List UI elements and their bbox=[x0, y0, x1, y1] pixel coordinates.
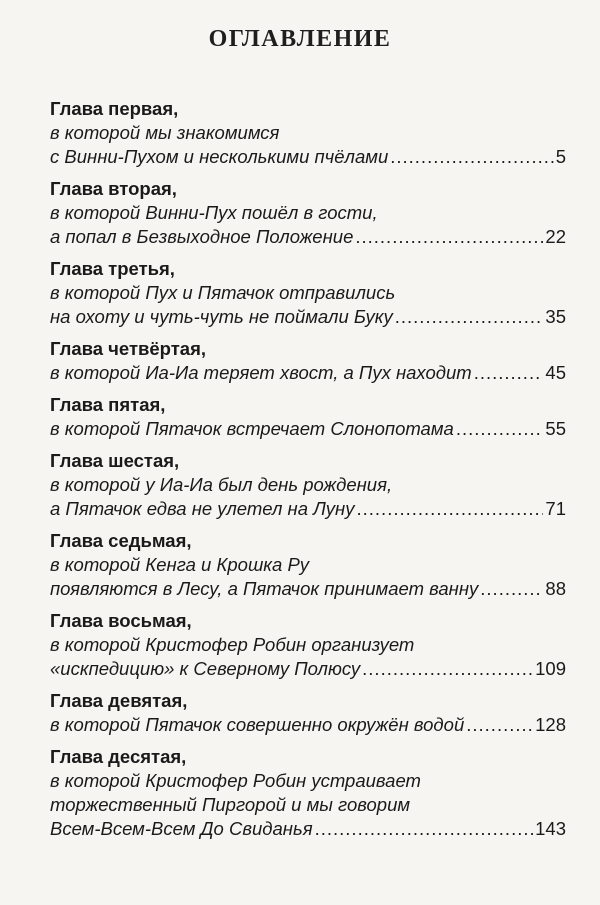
chapter-last-line bbox=[50, 417, 566, 441]
chapter-description-line: появляются в Лесу, а Пятачок принимает ванну bbox=[50, 578, 479, 599]
chapter-heading: Глава четвёртая, bbox=[50, 338, 207, 359]
dot-leader bbox=[466, 713, 533, 737]
dot-leader bbox=[362, 657, 533, 681]
table-of-contents bbox=[50, 97, 566, 849]
chapter-heading: Глава десятая, bbox=[50, 746, 187, 767]
chapter-last-line bbox=[50, 657, 566, 681]
chapter-description-line: в которой Пух и Пятачок отправились bbox=[50, 282, 396, 303]
toc-entry[interactable] bbox=[50, 609, 566, 681]
chapter-description-line: Всем-Всем-Всем До Свиданья bbox=[50, 818, 313, 839]
chapter-description-line: в которой Кристофер Робин организует bbox=[50, 634, 415, 655]
page-number: 71 bbox=[545, 498, 566, 519]
dot-leader bbox=[355, 225, 543, 249]
chapter-description-line: в которой Кенга и Крошка Ру bbox=[50, 554, 310, 575]
dot-leader bbox=[390, 145, 553, 169]
chapter-heading: Глава девятая, bbox=[50, 690, 188, 711]
chapter-description-line: в которой мы знакомимся bbox=[50, 122, 280, 143]
chapter-description-line: с Винни-Пухом и несколькими пчёлами bbox=[50, 146, 389, 167]
chapter-heading: Глава седьмая, bbox=[50, 530, 192, 551]
chapter-description-line: в которой Винни-Пух пошёл в гости, bbox=[50, 202, 378, 223]
chapter-description-line: «искпедицию» к Северному Полюсу bbox=[50, 658, 361, 679]
chapter-heading: Глава восьмая, bbox=[50, 610, 192, 631]
page-title: ОГЛАВЛЕНИЕ bbox=[208, 26, 392, 52]
page-number: 22 bbox=[545, 226, 566, 247]
chapter-description-line: в которой Пятачок совершенно окружён водой bbox=[50, 714, 465, 735]
chapter-heading: Глава шестая, bbox=[50, 450, 180, 471]
chapter-description-line: а Пятачок едва не улетел на Луну bbox=[50, 498, 355, 519]
dot-leader bbox=[456, 417, 544, 441]
toc-entry[interactable] bbox=[50, 177, 566, 249]
chapter-description-line: в которой у Иа-Иа был день рождения, bbox=[50, 474, 393, 495]
chapter-description-line: в которой Пятачок встречает Слонопотама bbox=[50, 418, 454, 439]
chapter-heading: Глава первая, bbox=[50, 98, 179, 119]
chapter-last-line bbox=[50, 361, 566, 385]
toc-entry[interactable] bbox=[50, 745, 566, 841]
chapter-description-line: а попал в Безвыходное Положение bbox=[50, 226, 354, 247]
page-number: 128 bbox=[535, 714, 566, 735]
chapter-description-line: на охоту и чуть-чуть не поймали Буку bbox=[50, 306, 393, 327]
dot-leader bbox=[480, 577, 543, 601]
chapter-last-line bbox=[50, 817, 566, 841]
chapter-last-line bbox=[50, 497, 566, 521]
chapter-description-line: в которой Иа-Иа теряет хвост, а Пух находит bbox=[50, 362, 472, 383]
chapter-last-line bbox=[50, 225, 566, 249]
chapter-description-line: торжественный Пиргорой и мы говорим bbox=[50, 794, 411, 815]
page-number: 143 bbox=[535, 818, 566, 839]
chapter-heading: Глава вторая, bbox=[50, 178, 177, 199]
toc-entry[interactable] bbox=[50, 689, 566, 737]
page-number: 45 bbox=[545, 362, 566, 383]
dot-leader bbox=[315, 817, 534, 841]
dot-leader bbox=[474, 361, 544, 385]
page-number: 35 bbox=[545, 306, 566, 327]
chapter-last-line bbox=[50, 713, 566, 737]
toc-entry[interactable] bbox=[50, 257, 566, 329]
dot-leader bbox=[395, 305, 544, 329]
toc-entry[interactable] bbox=[50, 393, 566, 441]
toc-entry[interactable] bbox=[50, 337, 566, 385]
dot-leader bbox=[357, 497, 544, 521]
chapter-description-line: в которой Кристофер Робин устраивает bbox=[50, 770, 421, 791]
chapter-heading: Глава пятая, bbox=[50, 394, 166, 415]
page-number: 109 bbox=[535, 658, 566, 679]
page-number: 5 bbox=[555, 146, 566, 167]
chapter-last-line bbox=[50, 577, 566, 601]
toc-entry[interactable] bbox=[50, 529, 566, 601]
chapter-last-line bbox=[50, 145, 566, 169]
page-number: 55 bbox=[545, 418, 566, 439]
toc-entry[interactable] bbox=[50, 449, 566, 521]
toc-entry[interactable] bbox=[50, 97, 566, 169]
chapter-heading: Глава третья, bbox=[50, 258, 175, 279]
chapter-last-line bbox=[50, 305, 566, 329]
page-number: 88 bbox=[545, 578, 566, 599]
